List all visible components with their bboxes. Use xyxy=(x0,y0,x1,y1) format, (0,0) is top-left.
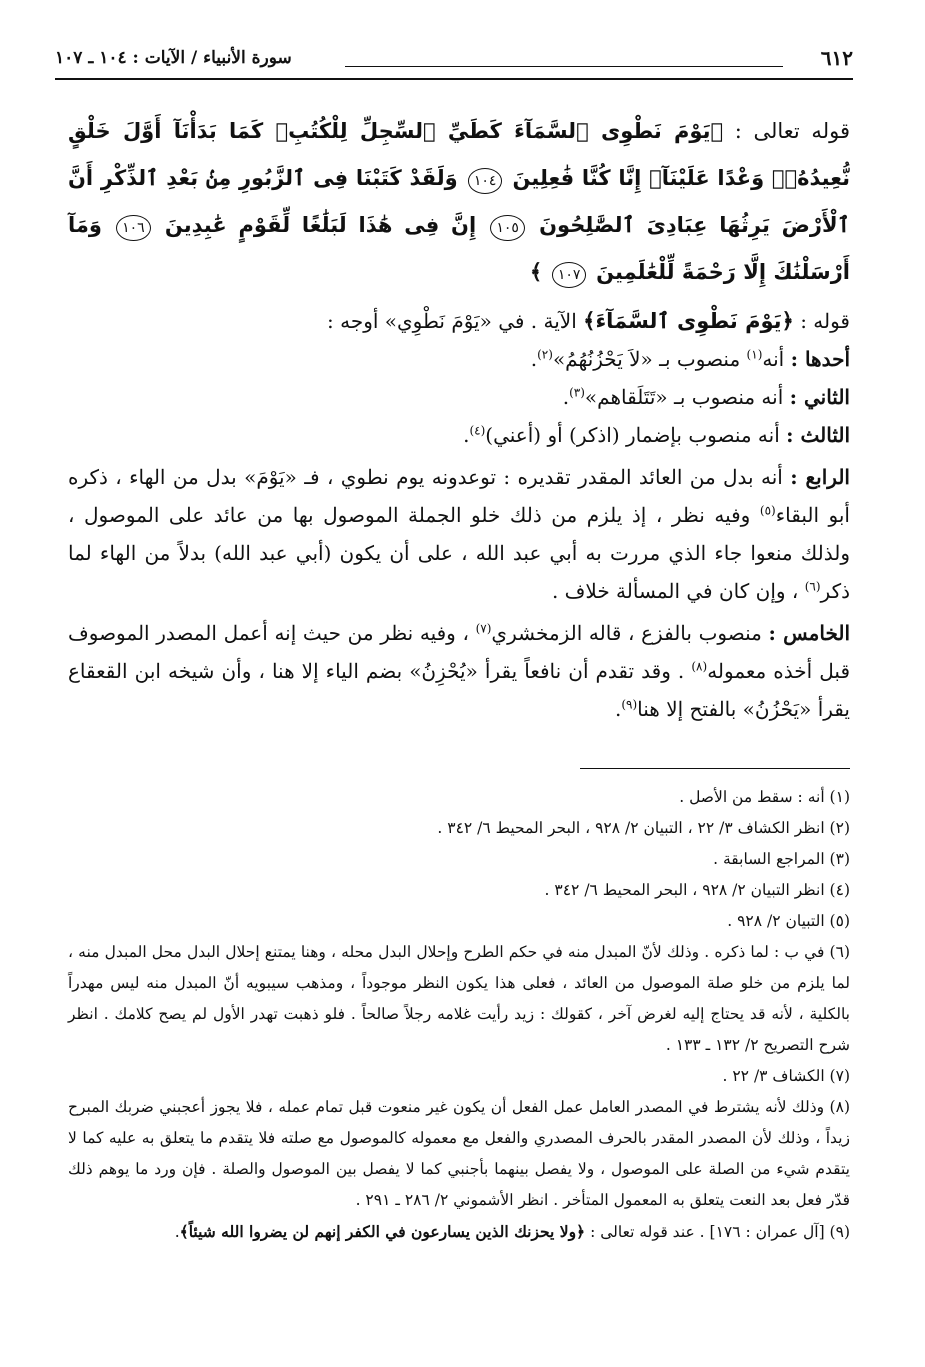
ayah-number-3: ١٠٦ xyxy=(116,215,151,241)
footnote-separator xyxy=(580,768,850,769)
aspect-fifth-end: . xyxy=(614,697,622,721)
footnote-2: (٢) انظر الكشاف ٣/ ٢٢ ، التبيان ٢/ ٩٢٨ ، البحر المحيط ٦/ ٣٤٢ . xyxy=(437,819,850,837)
verse-intro: قوله تعالى : xyxy=(734,119,850,143)
aspect-fifth xyxy=(68,614,850,728)
aspect-fourth-text-a: أنه بدل من العائد المقدر تقديره : توعدونه يوم نطوي ، فـ «يَوْمَ» بدل من الهاء ، ذكره أبو البقاء xyxy=(68,465,850,527)
paragraph-intro-quote: ﴿يَوْمَ نَطْوِى ٱلسَّمَآءَ﴾ xyxy=(583,309,794,333)
aspect-third-label: الثالث : xyxy=(786,423,850,447)
aspect-third-end: . xyxy=(463,423,470,447)
aspect-second-text: أنه منصوب بـ «تَتَلَقاهم» xyxy=(584,385,784,409)
footnote-8: (٨) وذلك لأنه يشترط في المصدر العامل عمل الفعل أن يكون غير منعوت قبل تمام عمله ، فلا يجوز أعجبني ضربك المبرح زيداً ، وذلك لأن المصدر المقدر بالحرف المصدري والفعل مع معموله كالموصول مع صلته فلا يتقدم ما يتعلق به عليه كما لا يتقدم شيء من الصلة على الموصول ، ولا يفصل بينهما بأجنبي كما لا يفصل بين الموصول والصلة . فإن ورد ما يوهم ذلك قدّر فعل بعد النعت يتعلق به المعمول المتأخر . انظر الأشموني ٢/ ٢٨٦ ـ ٢٩١ . xyxy=(68,1098,850,1209)
paragraph-intro xyxy=(68,302,850,340)
aspect-fifth-text-b: ، وفيه نظر من حيث إنه أعمل المصدر الموصوف قبل أخذه معموله xyxy=(68,621,851,683)
footnote-ref-3[interactable]: (٣) xyxy=(569,385,585,400)
footnote-ref-5[interactable]: (٥) xyxy=(759,503,776,518)
ayah-number-4: ١٠٧ xyxy=(552,262,587,288)
ayah-number-1: ١٠٤ xyxy=(468,168,503,194)
aspect-fourth xyxy=(68,458,850,610)
aspect-third xyxy=(68,416,850,454)
aspect-fifth-text-a: منصوب بالفزع ، قاله الزمخشري xyxy=(491,621,762,645)
footnote-4: (٤) انظر التبيان ٢/ ٩٢٨ ، البحر المحيط ٦/ ٣٤٢ . xyxy=(544,881,850,899)
footnote-9-quote: ﴿ولا يحزنك الذين يسارعون في الكفر إنهم لن يضروا الله شيئاً﴾ xyxy=(179,1222,586,1241)
footnote-ref-2[interactable]: (٢) xyxy=(537,347,553,362)
footnote-9 xyxy=(68,1216,850,1248)
aspect-first-text-b: منصوب بـ «لاَ يَحْزُنُهُمُ» xyxy=(552,347,741,371)
verse-block xyxy=(68,108,850,296)
aspect-first-text-a: أنه xyxy=(762,347,785,371)
quran-close: ﴾ xyxy=(529,260,543,284)
aspect-fourth-text-c: ، وإن كان في المسألة خلاف . xyxy=(551,579,799,603)
aspect-fifth-text-c: . وقد تقدم أن نافعاً يقرأ «يُحْزِنُ» بضم الياء إلا هنا ، وأن شيخه ابن القعقاع يقرأ «يَحْزُنُ» بالفتح إلا هنا xyxy=(68,659,850,721)
footnote-ref-9[interactable]: (٩) xyxy=(621,697,638,712)
running-title: سورة الأنبياء / الآيات : ١٠٤ ـ ١٠٧ xyxy=(55,48,292,68)
main-text xyxy=(68,108,850,728)
page-number: ٦١٢ xyxy=(820,46,853,70)
footnote-1: (١) أنه : سقط من الأصل . xyxy=(679,788,850,806)
aspect-second xyxy=(68,378,850,416)
running-header xyxy=(55,38,853,80)
footnote-ref-7[interactable]: (٧) xyxy=(475,621,492,636)
footnote-3: (٣) المراجع السابقة . xyxy=(713,850,850,868)
footnote-6: (٦) في ب : لما ذكره . وذلك لأنّ المبدل منه في حكم الطرح وإحلال البدل محله ، وهنا يمتنع إحلال البدل محل المبدل منه ، لما يلزم من خلو صلة الموصول من العائد ، فعلى هذا يكون النظر موجوداً ، ومذهب سيبويه أنّ المبدل منه ليس مهدراً بالكلية ، لأنه قد يحتاج إليه لغرض آخر ، كقولك : زيد رأيت غلامه رجلاً صالحاً . فلو ذهبت تهدر الأول لم يصح كلامك . انظر شرح التصريح ٢/ ١٣٢ ـ ١٣٣ . xyxy=(68,943,850,1054)
aspect-second-label: الثاني : xyxy=(789,385,850,409)
quran-text-4: وَمَآ أَرْسَلْنَٰكَ إِلَّا رَحْمَةً لِّلْعَٰلَمِينَ xyxy=(68,213,850,284)
aspect-first-label: أحدها : xyxy=(790,347,850,371)
footnote-9-end: . xyxy=(174,1223,180,1241)
footnotes xyxy=(68,782,850,1248)
footnote-ref-1[interactable]: (١) xyxy=(746,347,763,362)
footnote-ref-6[interactable]: (٦) xyxy=(804,579,821,594)
footnote-9-text-a: (٩) [آل عمران : ١٧٦] . عند قوله تعالى : xyxy=(590,1223,850,1241)
aspect-fourth-text-b: وفيه نظر ، إذ يلزم من ذلك خلو الجملة الموصول بها من عائد على الموصول ، ولذلك منعوا جاء الذي مررت به أبي عبد الله ، على أن يكون (أبي عبد الله) بدلاً من الهاء لما ذكر xyxy=(68,503,850,603)
ayah-number-2: ١٠٥ xyxy=(490,215,525,241)
aspect-second-end: . xyxy=(562,385,570,409)
quran-text-2: وَلَقَدْ كَتَبْنَا فِى ٱلزَّبُورِ مِنۢ بَعْدِ ٱلذِّكْرِ أَنَّ ٱلْأَرْضَ يَرِثُهَا عِبَادِىَ ٱلصَّٰلِحُونَ xyxy=(68,166,850,237)
footnote-ref-4[interactable]: (٤) xyxy=(469,423,486,438)
aspect-third-text: أنه منصوب بإضمار (اذكر) أو (أعني) xyxy=(485,423,780,447)
footnote-5: (٥) التبيان ٢/ ٩٢٨ . xyxy=(727,912,850,930)
quran-text-1: ﴿يَوْمَ نَطْوِى ٱلسَّمَآءَ كَطَيِّ ٱلسِّجِلِّ لِلْكُتُبِۚ كَمَا بَدَأْنَآ أَوَّلَ خَلْقٍ نُّعِيدُهُۥۚ وَعْدًا عَلَيْنَآۚ إِنَّا كُنَّا فَٰعِلِينَ xyxy=(68,119,850,190)
quran-text-3: إِنَّ فِى هَٰذَا لَبَلَٰغًا لِّقَوْمٍ عَٰبِدِينَ xyxy=(164,213,477,237)
aspect-first xyxy=(68,340,850,378)
footnote-7: (٧) الكشاف ٣/ ٢٢ . xyxy=(722,1067,850,1085)
aspect-fifth-label: الخامس : xyxy=(768,621,851,645)
aspect-fourth-label: الرابع : xyxy=(790,465,850,489)
footnote-ref-8[interactable]: (٨) xyxy=(691,659,708,674)
aspect-first-end: . xyxy=(530,347,538,371)
header-rule xyxy=(345,66,783,67)
paragraph-intro-label: قوله : xyxy=(800,309,850,333)
paragraph-intro-text: الآية . في «يَوْمَ نَطْوِي» أوجه : xyxy=(327,309,577,333)
